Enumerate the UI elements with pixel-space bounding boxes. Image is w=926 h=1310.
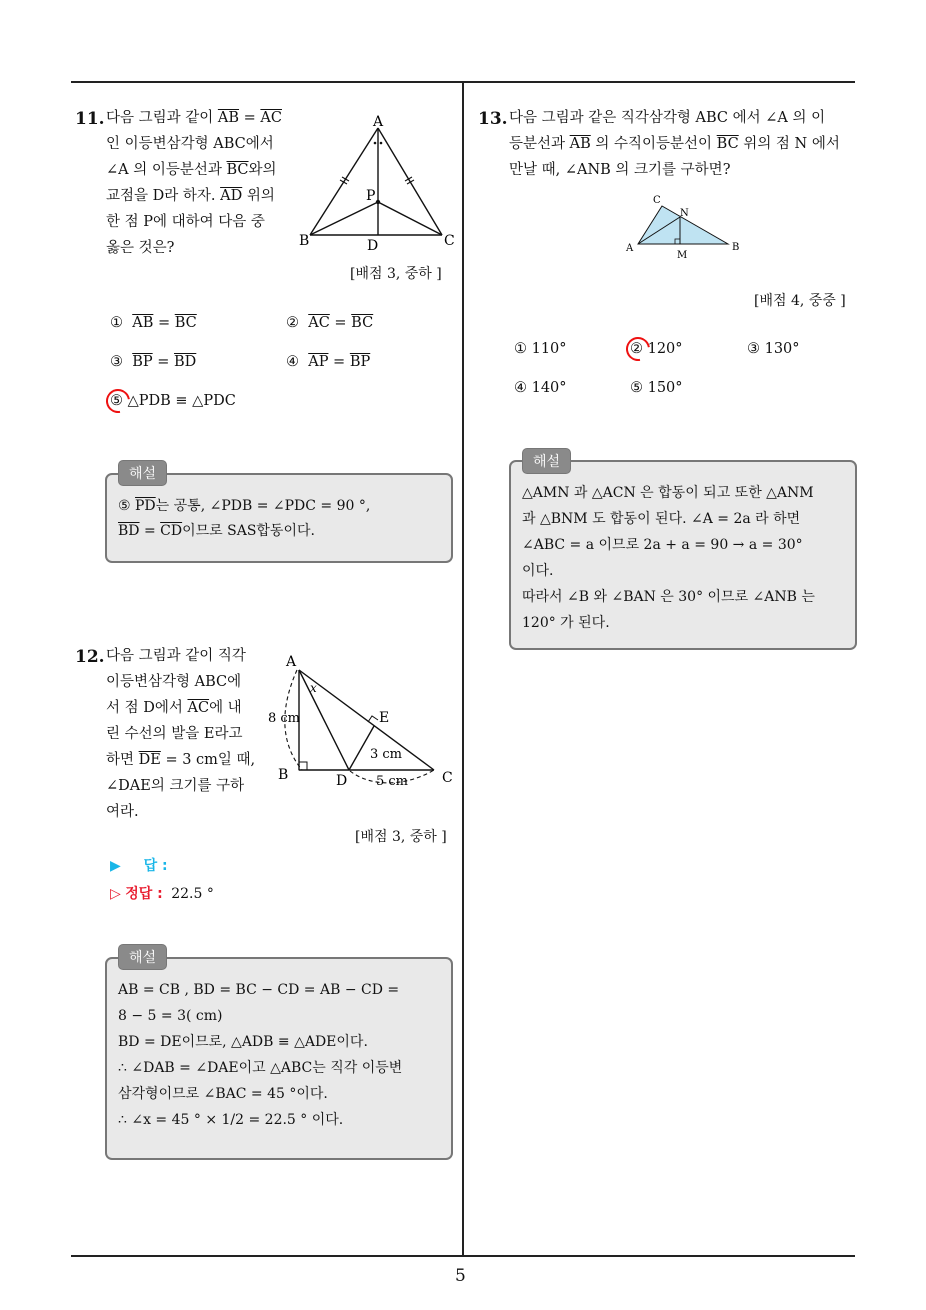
q12-solution-line-2: 8 − 5 = 3( cm) — [118, 1008, 223, 1024]
q11-answer-circle — [101, 384, 134, 417]
q13-solution-line-2: 과 △BNM 도 합동이 된다. ∠A = 2a 라 하면 — [522, 511, 801, 527]
q11-solution-line-1: ⑤ $\overline{PD}$는 공통, ∠PDB = ∠PDC = 90 °, — [118, 498, 371, 514]
q12-solution-line-1: AB = CB , BD = BC − CD = AB − CD = — [118, 982, 400, 998]
q12-label-x: x — [310, 681, 317, 695]
q11-line-5: 한 점 P에 대하여 다음 중 — [106, 214, 265, 230]
q13-solution-line-3: ∠ABC = a 이므로 2a + a = 90 → a = 30° — [522, 537, 803, 553]
q11-line-4: 교점을 D라 하자. $\overline{AD}$ 위의 — [106, 188, 275, 204]
q12-line-5: 하면 $\overline{DE} = 3$ cm일 때, — [106, 752, 256, 768]
q11-solution-text — [118, 494, 370, 544]
q12-line-3: 서 점 D에서 $\overline{AC}$에 내 — [106, 700, 242, 716]
q12-solution-line-5: 삼각형이므로 ∠BAC = 45 °이다. — [118, 1086, 328, 1102]
q12-solution-line-4: ∴ ∠DAB = ∠DAE이고 △ABC는 직각 이등변 — [118, 1060, 403, 1076]
q12-label-d: D — [336, 773, 348, 789]
q11-figure — [296, 110, 461, 255]
q12-label-a: A — [286, 654, 297, 670]
q13-question — [509, 105, 861, 183]
q13-figure — [620, 192, 750, 262]
q13-label-n: N — [680, 208, 689, 219]
q13-label-c: C — [653, 195, 661, 206]
q12-line-6: ∠DAE의 크기를 구하 — [106, 778, 245, 794]
q12-solution-line-6: ∴ ∠x = 45 ° × 1/2 = 22.5 ° 이다. — [118, 1112, 344, 1128]
q12-answer-row — [110, 855, 168, 875]
q12-line-2: 이등변삼각형 ABC에 — [106, 674, 242, 690]
q13-line-3: 만날 때, ∠ANB 의 크기를 구하면? — [509, 162, 731, 178]
q11-number: 11. — [75, 109, 105, 129]
q12-figure — [262, 648, 462, 793]
q12-solution-line-3: BD = DE이므로, △ADB ≡ △ADE이다. — [118, 1034, 368, 1050]
q11-choice-1[interactable]: ① $\overline{AB} = \overline{BC}$ — [110, 315, 197, 331]
q13-solution-line-1: △AMN 과 △ACN 은 합동이 되고 또한 △ANM — [522, 485, 814, 501]
q11-label-b: B — [299, 233, 310, 249]
q13-label-b: B — [732, 242, 740, 253]
q11-label-c: C — [444, 233, 455, 249]
q12-line-1: 다음 그림과 같이 직각 — [106, 648, 246, 664]
q11-choice-5[interactable]: ⑤ △PDB ≡ △PDC — [110, 393, 236, 409]
q11-choice-2[interactable]: ② $\overline{AC} = \overline{BC}$ — [286, 315, 374, 331]
q13-line-1: 다음 그림과 같은 직각삼각형 ABC 에서 ∠A 의 이 — [509, 110, 826, 126]
q11-label-p: P — [366, 188, 376, 204]
q13-line-2: 등분선과 $\overline{AB}$ 의 수직이등분선이 $\overline{BC}$ 위의 점 N 에서 — [509, 136, 840, 152]
q11-label-a: A — [373, 114, 384, 130]
q11-solution-tag: 해설 — [118, 460, 167, 486]
q12-label-5cm: 5 cm — [376, 774, 409, 789]
q12-correct-label: 정답 : — [125, 886, 163, 902]
q12-correct-row — [110, 883, 214, 903]
q12-label-3cm: 3 cm — [370, 747, 403, 762]
q13-choice-4[interactable]: ④ 140° — [514, 380, 567, 396]
q13-choice-5[interactable]: ⑤ 150° — [630, 380, 683, 396]
q13-choice-2[interactable]: ② 120° — [630, 341, 683, 357]
answer-marker-icon: ▶ — [110, 858, 121, 874]
q13-solution-line-6: 120° 가 된다. — [522, 615, 610, 631]
q11-line-2: 인 이등변삼각형 ABC에서 — [106, 136, 274, 152]
page-number: 5 — [455, 1266, 466, 1286]
q12-solution-text — [118, 977, 402, 1133]
q11-question — [106, 105, 286, 261]
q11-solution-line-2: $\overline{BD} = \overline{CD}$이므로 SAS합동이다. — [118, 523, 315, 539]
q11-line-3: ∠A 의 이등분선과 $\overline{BC}$와의 — [106, 162, 277, 178]
q12-solution-tag: 해설 — [118, 944, 167, 970]
q12-line-4: 린 수선의 발을 E라고 — [106, 726, 243, 742]
q11-choice-3[interactable]: ③ $\overline{BP} = \overline{BD}$ — [110, 354, 197, 370]
q11-line-1: 다음 그림과 같이 $\overline{AB} = \overline{AC}$ — [106, 110, 282, 126]
q12-correct-value: 22.5 ° — [171, 886, 214, 902]
q13-solution-tag: 해설 — [522, 448, 571, 474]
q12-label-b: B — [278, 767, 289, 783]
q13-number: 13. — [478, 109, 508, 129]
q11-line-6: 옳은 것은? — [106, 240, 175, 256]
q13-meta: [배점 4, 중중 ] — [754, 293, 846, 309]
q12-label-8cm: 8 cm — [268, 711, 301, 726]
q11-choice-4[interactable]: ④ $\overline{AP} = \overline{BP}$ — [286, 354, 371, 370]
q12-line-7: 여라. — [106, 804, 139, 820]
q13-label-a: A — [626, 243, 634, 254]
q13-answer-circle — [621, 332, 654, 365]
correct-marker-icon: ▷ — [110, 886, 121, 902]
q11-meta: [배점 3, 중하 ] — [350, 266, 442, 282]
q12-number: 12. — [75, 647, 105, 667]
q13-choice-1[interactable]: ① 110° — [514, 341, 567, 357]
q13-solution-text — [522, 480, 815, 636]
q11-label-d: D — [367, 238, 379, 254]
q13-label-m: M — [677, 250, 688, 261]
q13-choice-3[interactable]: ③ 130° — [747, 341, 800, 357]
column-divider — [462, 83, 464, 1256]
bottom-rule — [71, 1255, 855, 1257]
q12-answer-label: 답 : — [143, 858, 168, 874]
q13-solution-line-4: 이다. — [522, 563, 554, 579]
q12-meta: [배점 3, 중하 ] — [355, 829, 447, 845]
q12-label-c: C — [442, 770, 453, 786]
q12-label-e: E — [379, 710, 390, 726]
q12-question — [106, 643, 256, 825]
q13-solution-line-5: 따라서 ∠B 와 ∠BAN 은 30° 이므로 ∠ANB 는 — [522, 589, 815, 605]
